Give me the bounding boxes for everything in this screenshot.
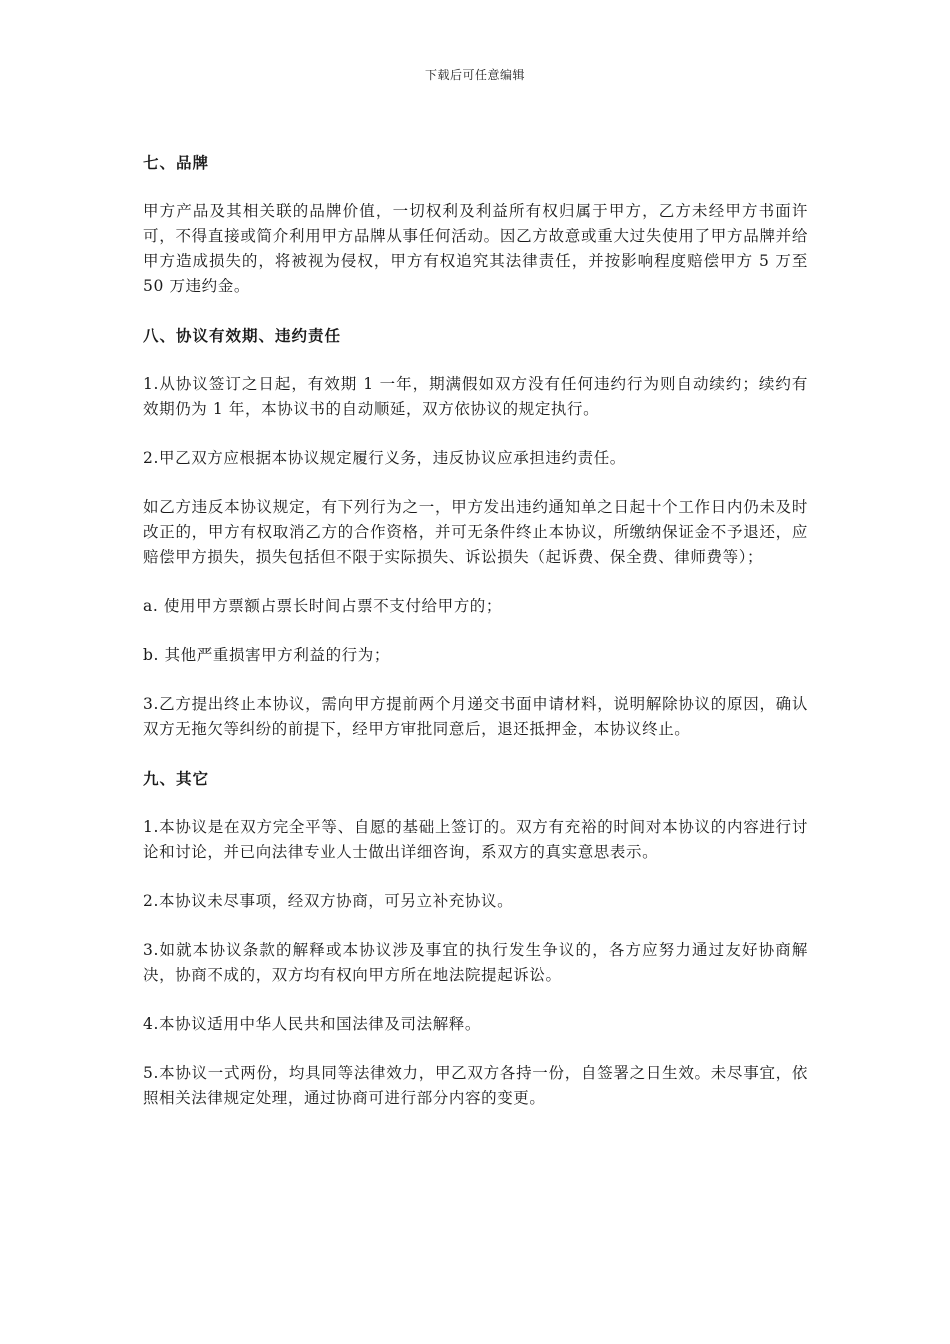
section-7-title: 七、品牌 [143, 153, 210, 172]
section-9-paragraph-4: 4.本协议适用中华人民共和国法律及司法解释。 [143, 1015, 481, 1033]
section-8-item-b: b. 其他严重损害甲方利益的行为； [143, 646, 390, 664]
section-9-paragraph-2: 2.本协议未尽事项，经双方协商，可另立补充协议。 [143, 892, 514, 910]
section-8-paragraph-2: 2.甲乙双方应根据本协议规定履行义务，违反协议应承担违约责任。 [143, 449, 626, 467]
section-8-paragraph-1: 1.从协议签订之日起，有效期 1 一年，期满假如双方没有任何违约行为则自动续约；续约有效期仍为 1 年，本协议书的自动顺延，双方依协议的规定执行。 [143, 375, 808, 418]
section-9-paragraph-3: 3.如就本协议条款的解释或本协议涉及事宜的执行发生争议的，各方应努力通过友好协商解决，协商不成的，双方均有权向甲方所在地法院提起诉讼。 [143, 941, 808, 984]
header-note: 下载后可任意编辑 [424, 68, 525, 82]
section-7-paragraph-1: 甲方产品及其相关联的品牌价值，一切权利及利益所有权归属于甲方，乙方未经甲方书面许可，不得直接或简介利用甲方品牌从事任何活动。因乙方故意或重大过失使用了甲方品牌并给甲方造成损失的，将被视为侵权，甲方有权追究其法律责任，并按影响程度赔偿甲方 5 万至 50 万违约金。 [143, 202, 808, 295]
section-9-title: 九、其它 [143, 769, 210, 788]
section-9-paragraph-1: 1.本协议是在双方完全平等、自愿的基础上签订的。双方有充裕的时间对本协议的内容进行讨论和讨论，并已向法律专业人士做出详细咨询，系双方的真实意思表示。 [143, 818, 808, 861]
section-8-title: 八、协议有效期、违约责任 [143, 326, 342, 345]
section-8-item-a: a. 使用甲方票额占票长时间占票不支付给甲方的； [143, 597, 502, 615]
section-8-paragraph-6: 3.乙方提出终止本协议，需向甲方提前两个月递交书面申请材料，说明解除协议的原因，确认双方无拖欠等纠纷的前提下，经甲方审批同意后，退还抵押金，本协议终止。 [143, 695, 808, 738]
document-body [143, 150, 808, 1135]
section-9-paragraph-5: 5.本协议一式两份，均具同等法律效力，甲乙双方各持一份，自签署之日生效。未尽事宜，依照相关法律规定处理，通过协商可进行部分内容的变更。 [143, 1064, 808, 1107]
section-8-paragraph-3: 如乙方违反本协议规定，有下列行为之一，甲方发出违约通知单之日起十个工作日内仍未及时改正的，甲方有权取消乙方的合作资格，并可无条件终止本协议，所缴纳保证金不予退还，应赔偿甲方损失，损失包括但不限于实际损失、诉讼损失（起诉费、保全费、律师费等）； [143, 498, 808, 566]
